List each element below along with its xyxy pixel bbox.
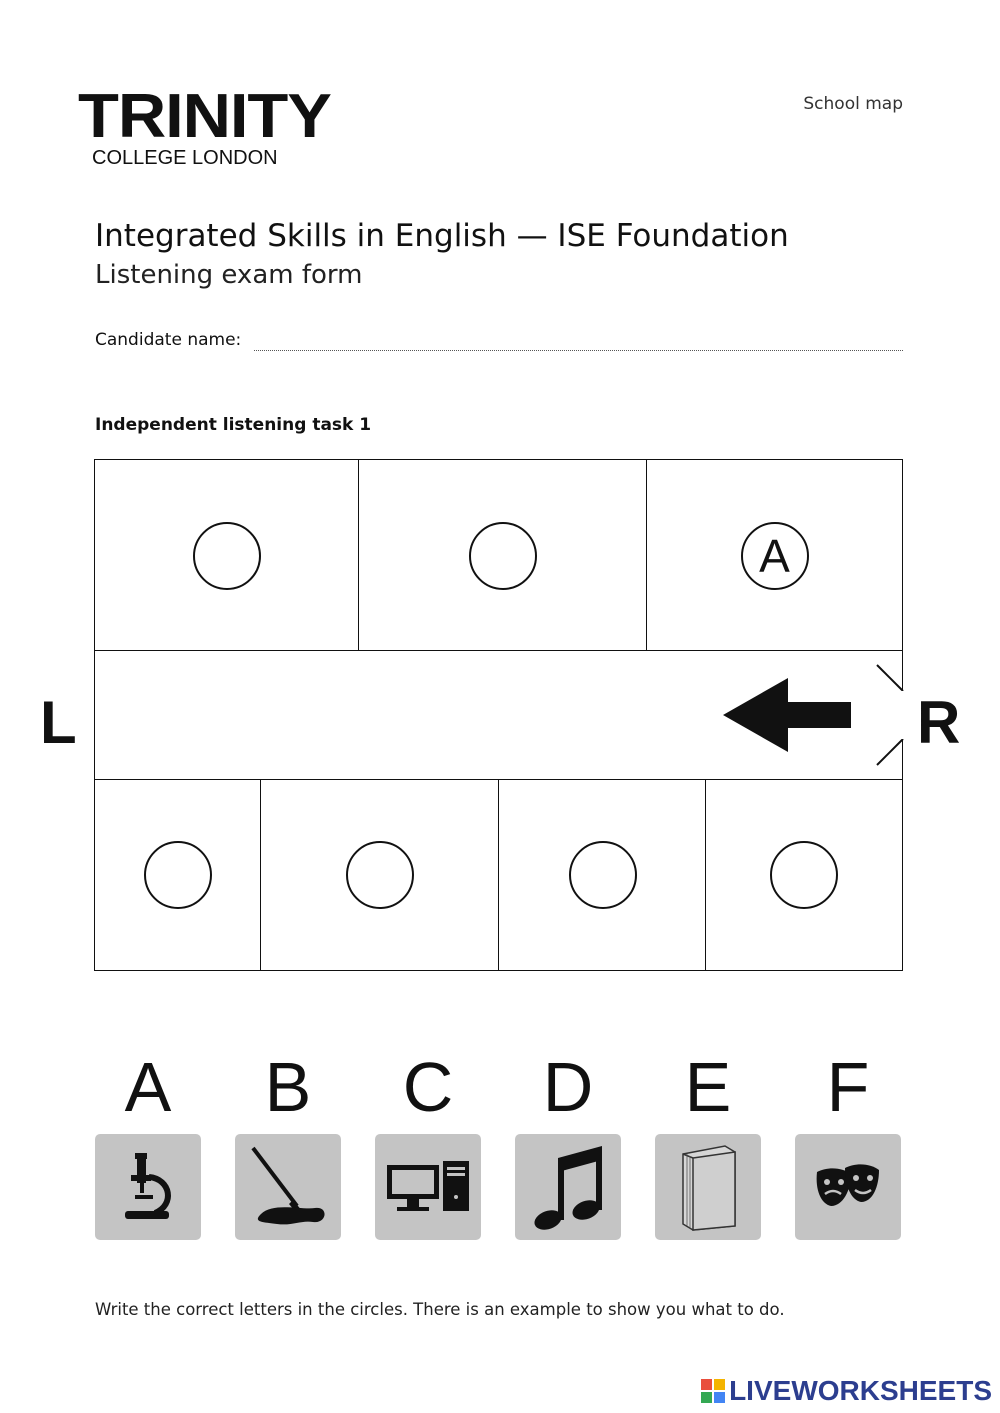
microscope-icon <box>113 1147 183 1227</box>
option-letter-f: F <box>826 1048 870 1126</box>
option-tile-d <box>515 1134 621 1240</box>
option-tile-a <box>95 1134 201 1240</box>
computer-icon <box>383 1157 473 1217</box>
instructions: Write the correct letters in the circles. There is an example to show you what to do. <box>95 1300 785 1319</box>
arrow-left-icon <box>723 678 853 752</box>
left-label: L <box>40 689 77 756</box>
task-title: Independent listening task 1 <box>95 415 372 435</box>
trinity-logo-subtitle: COLLEGE LONDON <box>92 147 278 169</box>
music-note-icon <box>528 1142 608 1232</box>
map-room-top-2 <box>358 459 648 652</box>
option-letter-a: A <box>124 1048 172 1126</box>
answer-circle[interactable] <box>469 522 537 590</box>
theatre-masks-icon <box>813 1162 883 1212</box>
answer-circle[interactable] <box>770 841 838 909</box>
option-tile-b <box>235 1134 341 1240</box>
option-letter-e: E <box>684 1048 732 1126</box>
answer-circle[interactable] <box>144 841 212 909</box>
answer-circle[interactable] <box>569 841 637 909</box>
example-answer-circle: A <box>741 522 809 590</box>
map-room-bottom-2 <box>260 779 500 971</box>
page-title: Integrated Skills in English — ISE Foundation <box>95 218 789 254</box>
option-tile-e <box>655 1134 761 1240</box>
candidate-name-field[interactable] <box>254 348 903 351</box>
entrance-door-icon <box>875 663 907 767</box>
map-room-bottom-4 <box>705 779 903 971</box>
option-letter-b: B <box>264 1048 312 1126</box>
liveworksheets-logo-icon <box>701 1379 725 1403</box>
watermark-text: LIVEWORKSHEETS <box>729 1375 992 1406</box>
map-room-top-3 <box>646 459 903 652</box>
paintbrush-icon <box>243 1142 333 1232</box>
watermark <box>701 1375 992 1407</box>
map-room-bottom-1 <box>94 779 262 971</box>
candidate-name-label: Candidate name: <box>95 330 242 350</box>
section-label: School map <box>803 94 903 114</box>
right-label: R <box>917 689 961 756</box>
page-subtitle: Listening exam form <box>95 260 363 290</box>
trinity-logo: TRINITY <box>78 82 331 151</box>
answer-circle[interactable] <box>346 841 414 909</box>
option-tile-c <box>375 1134 481 1240</box>
answer-circle[interactable] <box>193 522 261 590</box>
option-letter-c: C <box>402 1048 454 1126</box>
map-room-bottom-3 <box>498 779 707 971</box>
map-room-top-1 <box>94 459 360 652</box>
book-icon <box>673 1142 743 1232</box>
corridor <box>94 650 903 781</box>
option-letter-d: D <box>542 1048 594 1126</box>
option-tile-f <box>795 1134 901 1240</box>
